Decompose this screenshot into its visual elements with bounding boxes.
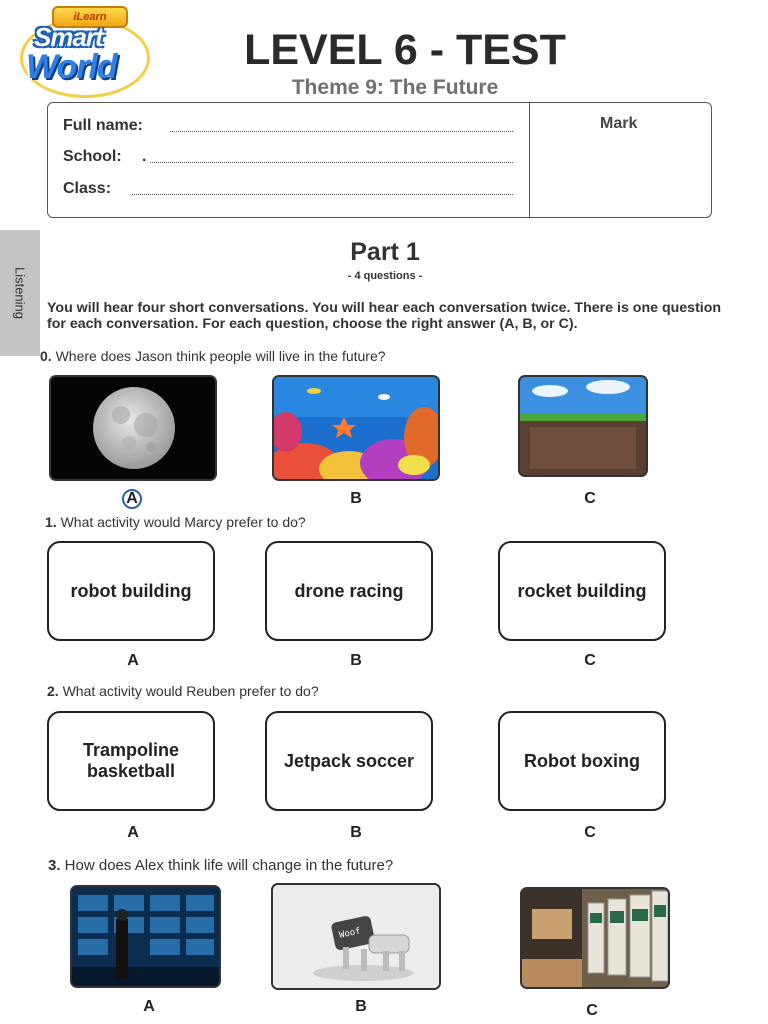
side-tab-label: Listening (12, 266, 28, 320)
self-service-kiosk-graphic (522, 889, 668, 987)
mark-label: Mark (600, 115, 638, 132)
question-2 (47, 683, 319, 699)
option-box-b[interactable]: drone racing (265, 541, 433, 641)
part-title: Part 1 (350, 238, 420, 266)
option-letter-b: B (350, 824, 362, 841)
question-text: How does Alex think life will change in the future? (60, 857, 394, 874)
question-number: 3. (48, 857, 61, 874)
moon-image[interactable] (49, 375, 217, 481)
question-1 (45, 514, 306, 530)
part-subtitle: - 4 questions - (347, 270, 423, 282)
coral-reef-graphic (274, 377, 438, 479)
class-field[interactable] (132, 194, 513, 195)
logo-smart-text: Smart (34, 22, 103, 52)
option-letter-c: C (584, 490, 596, 507)
instructions: You will hear four short conversations. You will hear each conversation twice. There is one question for each conversation. For each question, choose the right answer (A, B, or C). (47, 300, 722, 332)
school-dot: . (142, 148, 147, 165)
option-letter-b: B (350, 490, 362, 507)
underground-soil-image[interactable] (518, 375, 648, 477)
logo-banner-text: iLearn (73, 11, 107, 23)
option-box-c[interactable]: Robot boxing (498, 711, 666, 811)
robot-dog-image[interactable] (271, 883, 441, 990)
option-letter-a: A (127, 652, 139, 669)
option-box-b[interactable]: Jetpack soccer (265, 711, 433, 811)
moon-graphic (51, 377, 215, 479)
option-letter-b: B (350, 652, 362, 669)
robot-dog-screen-text: Woof (338, 926, 362, 941)
underground-soil-graphic (520, 377, 646, 475)
listening-side-tab (0, 230, 40, 356)
option-letter-a: A (126, 490, 138, 507)
question-3 (48, 857, 393, 874)
option-letter-c: C (586, 1002, 598, 1019)
robot-dog-graphic (273, 885, 439, 988)
theme-subtitle: Theme 9: The Future (291, 76, 499, 99)
option-letter-a: A (127, 824, 139, 841)
option-letter-b: B (355, 998, 367, 1015)
smart-world-logo (20, 2, 156, 100)
option-letter-c: C (584, 652, 596, 669)
data-wall-graphic (72, 887, 219, 986)
option-letter-a: A (143, 998, 155, 1015)
self-service-kiosk-image[interactable] (520, 887, 670, 989)
question-number: 1. (45, 514, 57, 530)
option-letter-c: C (584, 824, 596, 841)
question-number: 0. (40, 348, 52, 364)
question-text: What activity would Marcy prefer to do? (56, 514, 306, 530)
option-box-a[interactable]: robot building (47, 541, 215, 641)
logo-world-text: World (26, 48, 117, 86)
full-name-label: Full name: (63, 117, 144, 134)
school-label: School: (63, 148, 122, 165)
question-number: 2. (47, 683, 59, 699)
option-box-c[interactable]: rocket building (498, 541, 666, 641)
option-box-a[interactable]: Trampoline basketball (47, 711, 215, 811)
info-divider (529, 103, 530, 217)
full-name-field[interactable] (170, 131, 513, 132)
class-label: Class: (63, 180, 112, 197)
data-wall-image[interactable] (70, 885, 221, 988)
school-field[interactable] (150, 162, 513, 163)
coral-reef-image[interactable] (272, 375, 440, 481)
question-text: Where does Jason think people will live in the future? (51, 348, 386, 364)
page-title: LEVEL 6 - TEST (244, 26, 566, 74)
question-0 (40, 348, 386, 364)
question-text: What activity would Reuben prefer to do? (58, 683, 319, 699)
